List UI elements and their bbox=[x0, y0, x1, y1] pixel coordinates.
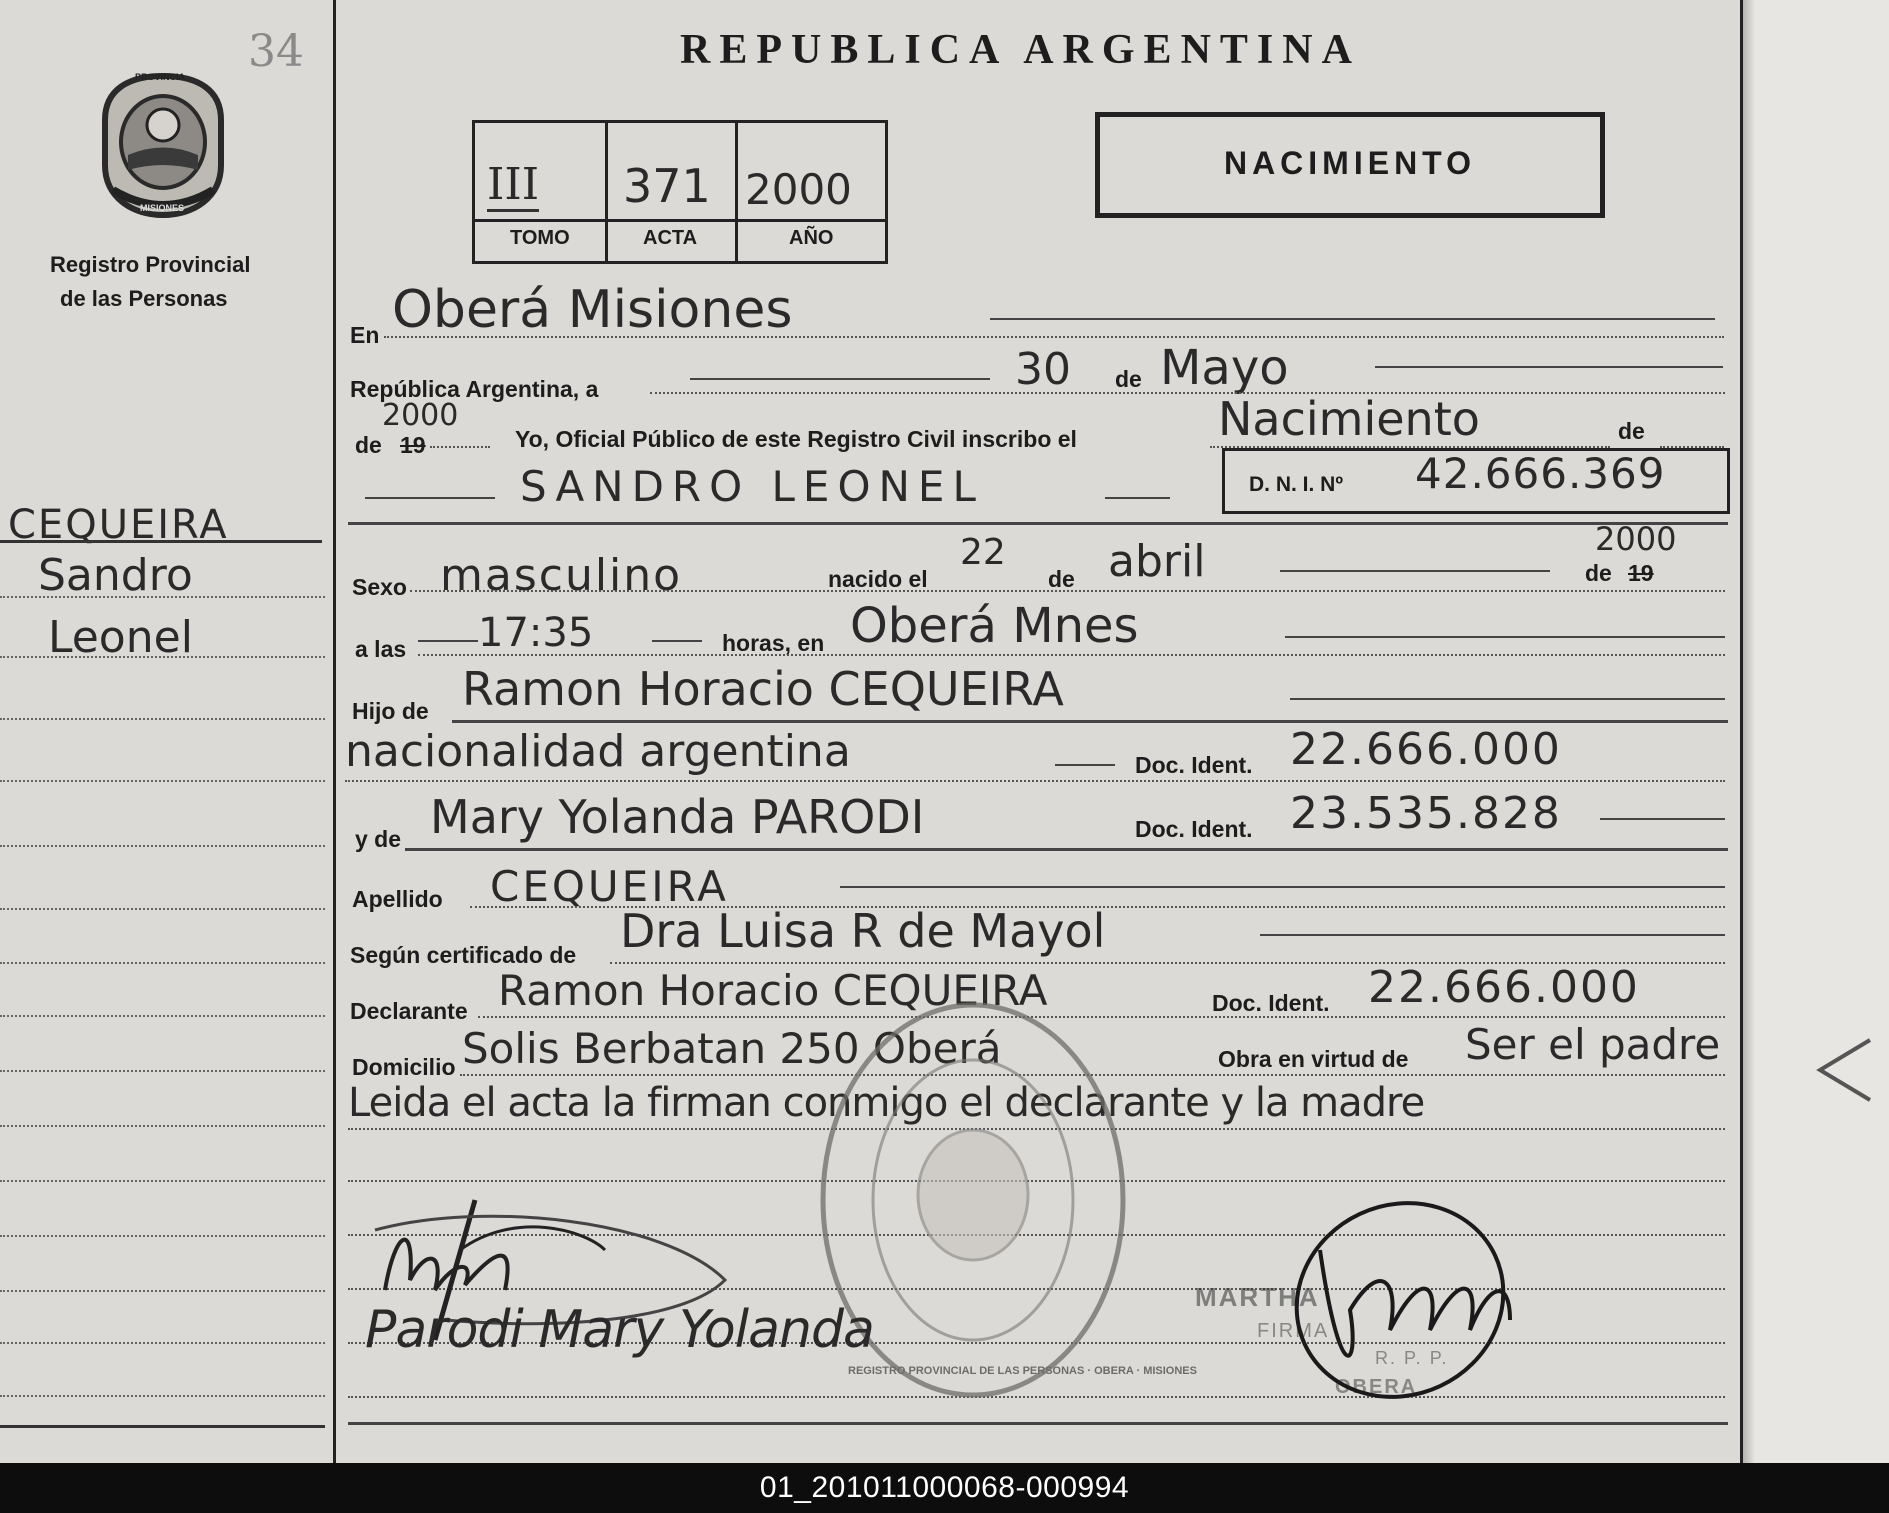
domicilio-label: Domicilio bbox=[352, 1054, 456, 1080]
registry-name-line1: Registro Provincial bbox=[50, 252, 251, 277]
apellido-value: CEQUEIRA bbox=[490, 862, 729, 911]
month-value: Mayo bbox=[1160, 340, 1289, 396]
seal-text-top: PROVINCIA bbox=[135, 72, 186, 82]
ano-label: AÑO bbox=[789, 227, 834, 249]
birth-day-value: 22 bbox=[960, 532, 1006, 573]
certificate-by-value: Dra Luisa R de Mayol bbox=[620, 904, 1106, 958]
official-stamp-line2: FIRMA bbox=[1257, 1320, 1330, 1342]
ano-value: 2000 bbox=[745, 165, 852, 214]
de-label-3: de bbox=[1048, 566, 1075, 592]
birth-year-struck: 19 bbox=[1628, 560, 1654, 586]
binding-mark bbox=[1810, 1030, 1880, 1110]
page-right-edge bbox=[1745, 0, 1889, 1463]
year-struck: 19 bbox=[400, 432, 426, 458]
segun-label: Según certificado de bbox=[350, 942, 577, 968]
margin-given-1: Sandro bbox=[38, 550, 193, 601]
official-stamp-line3: R. P. P. bbox=[1375, 1348, 1449, 1368]
acta-label: ACTA bbox=[643, 227, 698, 249]
nacido-label: nacido el bbox=[828, 566, 928, 592]
column-divider bbox=[333, 0, 336, 1463]
record-box bbox=[472, 120, 888, 264]
domicile-value: Solis Berbatan 250 Oberá bbox=[462, 1024, 1002, 1073]
declarant-doc-value: 22.666.000 bbox=[1368, 962, 1640, 1013]
declarant-value: Ramon Horacio CEQUEIRA bbox=[498, 966, 1048, 1015]
declarante-label: Declarante bbox=[350, 998, 468, 1024]
dni-value: 42.666.369 bbox=[1415, 449, 1666, 498]
dni-label: D. N. I. Nº bbox=[1249, 473, 1344, 496]
father-doc-value: 22.666.000 bbox=[1290, 724, 1562, 775]
en-label: En bbox=[350, 322, 380, 348]
tomo-label: TOMO bbox=[510, 227, 570, 249]
year-prefix-label: de bbox=[355, 432, 382, 458]
nationality-value: nacionalidad argentina bbox=[345, 726, 851, 777]
hijo-label: Hijo de bbox=[352, 698, 429, 724]
registry-name-line2: de las Personas bbox=[60, 286, 228, 311]
closing-text: Leida el acta la firman conmigo el declarante y la madre bbox=[348, 1080, 1425, 1126]
provincial-seal bbox=[93, 70, 233, 220]
doc-ident-label-declarant: Doc. Ident. bbox=[1212, 990, 1330, 1016]
mother-value: Mary Yolanda PARODI bbox=[430, 790, 925, 844]
a-las-label: a las bbox=[355, 636, 407, 662]
page-edge-shadow bbox=[1743, 0, 1755, 1463]
birth-month-value: abril bbox=[1108, 536, 1206, 587]
header-title: REPUBLICA ARGENTINA bbox=[680, 27, 1361, 73]
doc-ident-label-father: Doc. Ident. bbox=[1135, 752, 1253, 778]
margin-given-2: Leonel bbox=[48, 612, 193, 663]
act-type-label: NACIMIENTO bbox=[1223, 145, 1477, 181]
tomo-value: III bbox=[487, 159, 540, 210]
republica-label: República Argentina, a bbox=[350, 376, 599, 402]
de-label-2: de bbox=[1618, 418, 1645, 444]
margin-surname: CEQUEIRA bbox=[8, 502, 229, 548]
doc-ident-label-mother: Doc. Ident. bbox=[1135, 816, 1253, 842]
official-signature bbox=[1280, 1190, 1550, 1410]
obra-value: Ser el padre bbox=[1465, 1020, 1721, 1069]
father-value: Ramon Horacio CEQUEIRA bbox=[462, 662, 1064, 716]
page-number: 34 bbox=[248, 26, 304, 77]
de-label: de bbox=[1115, 366, 1142, 392]
round-stamp-text: REGISTRO PROVINCIAL DE LAS PERSONAS · OBERA · MISIONES bbox=[848, 1365, 1197, 1377]
mother-doc-value: 23.535.828 bbox=[1290, 788, 1562, 839]
y-de-label: y de bbox=[355, 826, 402, 852]
horas-label: horas, en bbox=[722, 630, 825, 656]
sexo-label: Sexo bbox=[352, 574, 407, 600]
margin-surname-underline bbox=[0, 540, 322, 543]
de-label-4: de bbox=[1585, 560, 1612, 586]
image-caption: 01_201011000068-000994 bbox=[0, 1463, 1889, 1513]
name-value: SANDRO LEONEL bbox=[520, 462, 984, 511]
apellido-label: Apellido bbox=[352, 886, 443, 912]
year-value: 2000 bbox=[382, 398, 459, 433]
birth-year-value: 2000 bbox=[1595, 520, 1677, 558]
sexo-value: masculino bbox=[440, 550, 683, 601]
mother-signature: Parodi Mary Yolanda bbox=[365, 1300, 874, 1360]
official-stamp-name: MARTHA bbox=[1195, 1282, 1320, 1312]
day-value: 30 bbox=[1015, 344, 1071, 395]
act-type-box bbox=[1095, 112, 1605, 218]
official-stamp-line4: OBERA bbox=[1335, 1376, 1418, 1398]
act-written-value: Nacimiento bbox=[1218, 392, 1480, 446]
birth-place-value: Oberá Mnes bbox=[850, 598, 1139, 654]
place-value: Oberá Misiones bbox=[392, 280, 793, 340]
acta-value: 371 bbox=[623, 159, 711, 213]
yo-label: Yo, Oficial Público de este Registro Civil inscribo el bbox=[515, 426, 1077, 452]
birth-time-value: 17:35 bbox=[478, 610, 594, 656]
seal-text-bottom: MISIONES bbox=[140, 203, 185, 213]
dni-box bbox=[1222, 448, 1730, 514]
obra-label: Obra en virtud de bbox=[1218, 1046, 1409, 1072]
